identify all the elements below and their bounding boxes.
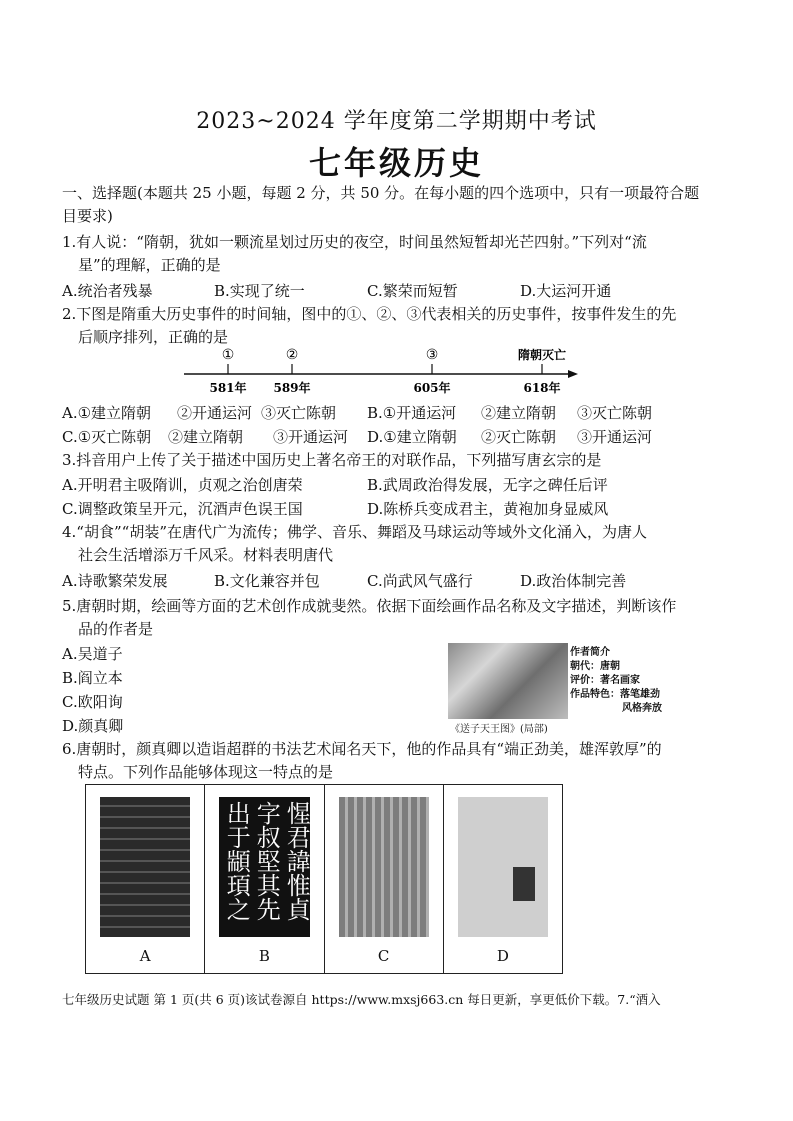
q2-option-c-1: C.①灭亡陈朝 (62, 428, 152, 446)
q5-option-d: D.颜真卿 (62, 717, 124, 735)
timeline-marker-1: ① (221, 347, 235, 363)
q2-option-d-2: ②灭亡陈朝 (481, 428, 557, 446)
q5-stem: 5.唐朝时期，绘画等方面的艺术创作成就斐然。依据下面绘画作品名称及文字描述，判断该作 (62, 597, 677, 615)
timeline-end-label: 隋朝灭亡 (517, 348, 567, 362)
author-info-feature-cont: 风格奔放 (622, 703, 662, 714)
painting-caption: 《送子天王图》(局部) (450, 724, 548, 735)
calligraphy-b-column-1: 惺君諱惟貞 (282, 801, 311, 921)
q3-stem: 3.抖音用户上传了关于描述中国历史上著名帝王的对联作品，下列描写唐玄宗的是 (62, 451, 602, 469)
calligraphy-b-column-2: 字叔堅其先 (252, 801, 281, 921)
section-instructions: 一、选择题(本题共 25 小题，每题 2 分，共 50 分。在每小题的四个选项中，只有一项最符合题 (62, 184, 700, 202)
timeline-year-3: 605年 (413, 381, 451, 395)
q4-option-c: C.尚武风气盛行 (367, 572, 473, 590)
calligraphy-c (325, 785, 444, 973)
q4-stem: 4.“胡食”“胡装”在唐代广为流传；佛学、音乐、舞蹈及马球运动等域外文化涌入，为唐人 (62, 523, 647, 541)
calligraphy-label-b: B (258, 947, 270, 965)
timeline-year-4: 618年 (523, 381, 561, 395)
q3-option-c: C.调整政策呈开元，沉酒声色误王国 (62, 500, 303, 518)
calligraphy-a (86, 785, 205, 973)
calligraphy-d-seal (513, 867, 535, 901)
subject-title: 七年级历史 (308, 144, 484, 182)
q2-option-b-1: B.①开通运河 (367, 404, 457, 422)
q6-stem-cont: 特点。下列作品能够体现这一特点的是 (78, 763, 334, 781)
timeline-year-2: 589年 (273, 381, 311, 395)
q1-stem-cont: 星”的理解，正确的是 (78, 256, 221, 274)
page-footer: 七年级历史试题 第 1 页(共 6 页)该试卷源自 https://www.mxsj663.cn 每日更新，享更低价下载。7.“酒入 (62, 992, 661, 1007)
calligraphy-label-c: C (377, 947, 390, 965)
q3-option-d: D.陈桥兵变成君主，黄袍加身显威风 (367, 500, 609, 518)
q2-stem: 2.下图是隋重大历史事件的时间轴，图中的①、②、③代表相关的历史事件，按事件发生的先 (62, 305, 677, 323)
q2-option-a-1: A.①建立隋朝 (62, 404, 152, 422)
author-info-rating: 评价：著名画家 (570, 675, 640, 686)
q1-option-b: B.实现了统一 (214, 282, 305, 300)
q1-option-a: A.统治者残暴 (62, 282, 153, 300)
q4-option-a: A.诗歌繁荣发展 (62, 572, 168, 590)
q3-option-b: B.武周政治得发展，无字之碑任后评 (367, 476, 608, 494)
section-instructions-cont: 目要求) (62, 207, 113, 225)
exam-title: 2023~2024 学年度第二学期期中考试 (196, 109, 597, 134)
q1-option-c: C.繁荣而短暂 (367, 282, 458, 300)
timeline-diagram (180, 346, 580, 396)
calligraphy-d (444, 785, 562, 973)
timeline-year-1: 581年 (209, 381, 247, 395)
q2-option-c-2: ②建立隋朝 (168, 428, 244, 446)
timeline-marker-2: ② (285, 347, 299, 363)
timeline-arrow (568, 370, 578, 378)
calligraphy-b-column-3: 出于顓頊之 (222, 801, 251, 921)
author-info-feature: 作品特色：落笔雄劲 (570, 689, 660, 700)
q3-option-a: A.开明君主吸隋训，贞观之治创唐荣 (62, 476, 303, 494)
q4-option-d: D.政治体制完善 (520, 572, 627, 590)
timeline-marker-3: ③ (425, 347, 439, 363)
q2-option-c-3: ③开通运河 (273, 428, 349, 446)
q2-option-d-3: ③开通运河 (577, 428, 653, 446)
calligraphy-label-d: D (496, 947, 509, 965)
q6-stem: 6.唐朝时，颜真卿以造诣超群的书法艺术闻名天下，他的作品具有“端正劲美，雄浑敦厚”的 (62, 740, 662, 758)
calligraphy-image-d (458, 797, 548, 937)
q4-stem-cont: 社会生活增添万千风采。材料表明唐代 (78, 546, 334, 564)
calligraphy-image-c (339, 797, 429, 937)
q4-option-b: B.文化兼容并包 (214, 572, 320, 590)
q5-stem-cont: 品的作者是 (78, 620, 154, 638)
q2-option-d-1: D.①建立隋朝 (367, 428, 457, 446)
q2-stem-cont: 后顺序排列，正确的是 (78, 328, 229, 346)
q5-option-b: B.阎立本 (62, 669, 123, 687)
q5-option-a: A.吴道子 (62, 645, 123, 663)
calligraphy-b (205, 785, 324, 973)
q2-option-a-2: ②开通运河 (177, 404, 253, 422)
calligraphy-image-a (100, 797, 190, 937)
q2-option-b-2: ②建立隋朝 (481, 404, 557, 422)
q2-option-b-3: ③灭亡陈朝 (577, 404, 653, 422)
q1-stem: 1.有人说：“隋朝，犹如一颗流星划过历史的夜空，时间虽然短暂却光芒四射。”下列对“流 (62, 233, 647, 251)
calligraphy-image-b (219, 797, 309, 937)
q2-option-a-3: ③灭亡陈朝 (261, 404, 337, 422)
author-info (570, 646, 662, 716)
q1-option-d: D.大运河开通 (520, 282, 612, 300)
calligraphy-label-a: A (139, 947, 151, 965)
painting-image (448, 643, 568, 719)
q5-option-c: C.欧阳询 (62, 693, 123, 711)
author-info-title: 作者简介 (570, 647, 610, 658)
calligraphy-panel (85, 784, 563, 974)
author-info-dynasty: 朝代：唐朝 (570, 661, 620, 672)
